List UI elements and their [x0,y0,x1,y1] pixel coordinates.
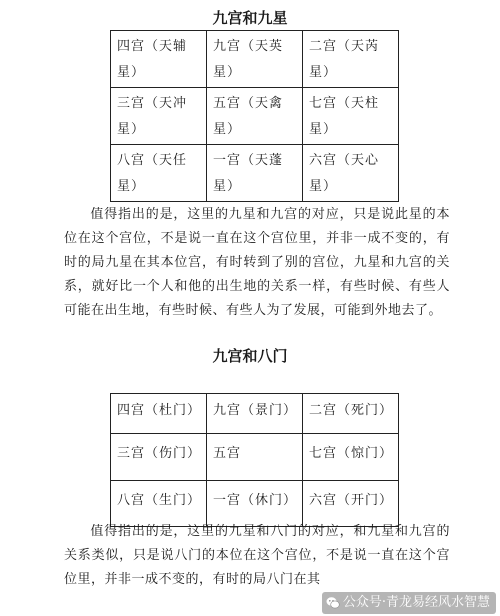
watermark-text: 公众号·青龙易经风水智慧 [342,595,490,610]
grid-cell: 三宫（天冲星） [111,88,207,145]
grid-cell: 六宫（开门） [303,481,399,527]
grid-cell: 四宫（杜门） [111,394,207,434]
grid-cell: 五宫 [207,434,303,481]
grid-cell: 九宫（景门） [207,394,303,434]
grid-cell: 二宫（死门） [303,394,399,434]
grid-cell: 三宫（伤门） [111,434,207,481]
paragraph-text: 值得指出的是，这里的九星和九宫的对应，只是说此星的本位在这个宫位，不是说一直在这个宫位里，并非一成不变的，有时的局九星在其本位宫，有时转到了别的宫位，九星和九宫的关系，就好比一个人和他的出生地的关系一样，有些时候、有些人可能在出生地，有些时候、有些人为了发展，可能到外地去了。 [64,207,450,318]
table-row [111,88,399,145]
grid-cell: 九宫（天英星） [207,31,303,88]
grid-cell: 七宫（惊门） [303,434,399,481]
grid-cell: 七宫（天柱星） [303,88,399,145]
paragraph-text: 值得指出的是，这里的九星和八门的对应，和九星和九宫的关系类似，只是说八门的本位在这个宫位，不是说一直在这个宫位里，并非一成不变的，有时的局八门在其 [64,524,450,587]
grid-cell: 一宫（天蓬星） [207,145,303,202]
grid-cell: 一宫（休门） [207,481,303,527]
grid-cell: 六宫（天心星） [303,145,399,202]
section-title-nine-palaces-nine-stars: 九宫和九星 [212,9,288,27]
nine-stars-grid [110,30,399,202]
table-row [111,394,399,434]
grid-cell: 八宫（天任星） [111,145,207,202]
watermark-badge [322,592,496,614]
grid-cell: 二宫（天芮星） [303,31,399,88]
table-row [111,434,399,481]
grid-cell: 四宫（天辅星） [111,31,207,88]
section-title-nine-palaces-eight-gates: 九宫和八门 [212,347,288,365]
table-row [111,145,399,202]
table-row [111,31,399,88]
nine-stars-explanation [64,203,450,323]
grid-cell: 五宫（天禽星） [207,88,303,145]
wechat-icon [326,596,340,610]
grid-cell: 八宫（生门） [111,481,207,527]
eight-gates-explanation [64,520,450,592]
eight-gates-grid [110,393,399,527]
